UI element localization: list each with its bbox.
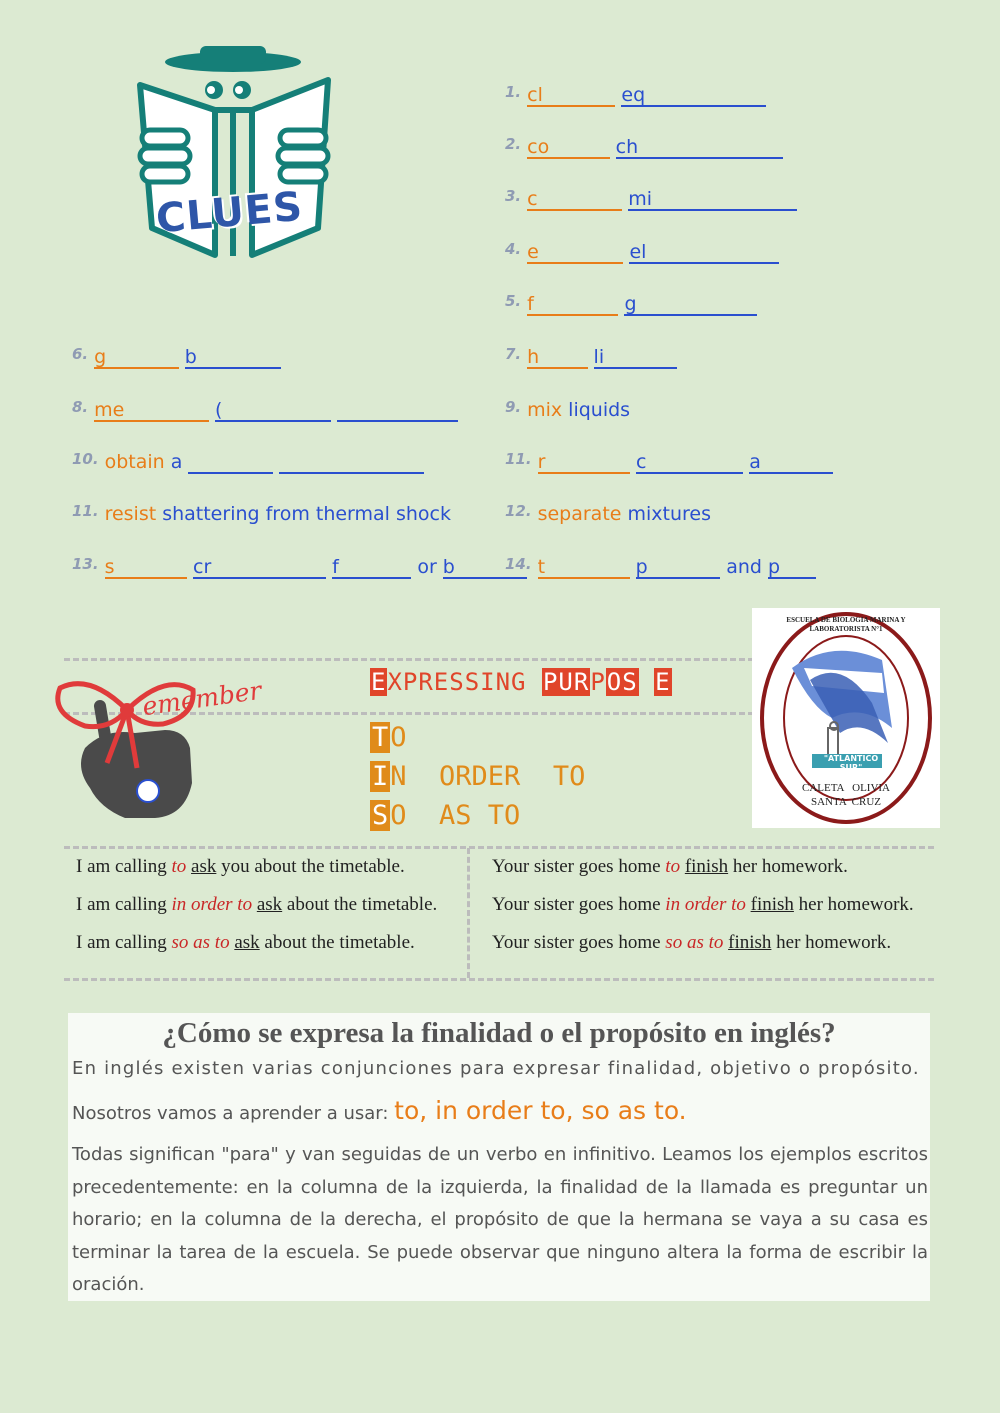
clue-blank[interactable]: b bbox=[185, 347, 282, 369]
title-fragment: E bbox=[371, 668, 387, 696]
clues-logo-text: CLUES bbox=[154, 183, 305, 243]
explanation-title: ¿Cómo se expresa la finalidad o el propósito en inglés? bbox=[162, 1017, 836, 1049]
clue-item bbox=[505, 134, 789, 160]
divider bbox=[64, 846, 934, 849]
connector-initial: I bbox=[372, 761, 389, 792]
clue-blank[interactable]: mi bbox=[628, 189, 797, 211]
example-sentence-right: Your sister goes home in order to finish her homework. bbox=[492, 894, 914, 915]
clue-blank[interactable]: cr bbox=[193, 557, 326, 579]
clue-item bbox=[505, 344, 683, 370]
clue-item bbox=[505, 501, 717, 527]
explanation-p2-text: Nosotros vamos a aprender a usar: bbox=[72, 1103, 395, 1124]
clue-blank[interactable]: h bbox=[527, 347, 587, 369]
divider bbox=[64, 978, 934, 981]
clue-number: 9. bbox=[505, 398, 522, 416]
clue-blank[interactable]: eq bbox=[621, 85, 766, 107]
explanation-box bbox=[68, 1013, 930, 1301]
example-sentence-right: Your sister goes home to finish her homework. bbox=[492, 856, 848, 877]
remember-badge bbox=[45, 668, 264, 828]
clue-blank[interactable]: s bbox=[105, 557, 187, 579]
clue-number: 12. bbox=[505, 502, 532, 520]
clue-word: mix bbox=[527, 399, 563, 421]
remember-text: emember bbox=[140, 675, 264, 722]
clue-item bbox=[72, 449, 430, 475]
clue-word: separate bbox=[537, 503, 622, 525]
title-fragment: P bbox=[590, 668, 606, 696]
clue-item bbox=[505, 291, 763, 317]
connector-rest: O bbox=[390, 722, 407, 753]
clue-number: 2. bbox=[505, 135, 522, 153]
clue-item bbox=[72, 554, 533, 580]
seal-ribbon: "ATLANTICO SUR" bbox=[823, 754, 879, 772]
clue-blank[interactable]: e bbox=[527, 242, 623, 264]
explanation-connectors: to, in order to, so as to. bbox=[394, 1096, 687, 1125]
clue-number: 10. bbox=[72, 450, 99, 468]
clue-blank[interactable]: f bbox=[527, 294, 618, 316]
title-fragment: E bbox=[655, 668, 671, 696]
clues-logo bbox=[130, 40, 340, 265]
clue-blank[interactable] bbox=[337, 400, 458, 422]
clue-blank[interactable]: g bbox=[624, 294, 757, 316]
clue-blank[interactable] bbox=[279, 452, 424, 474]
example-sentence-left: I am calling so as to ask about the timetable. bbox=[76, 932, 415, 953]
example-sentence-right: Your sister goes home so as to finish her homework. bbox=[492, 932, 892, 953]
seal-province: SANTA CRUZ bbox=[810, 796, 882, 808]
clue-item bbox=[505, 239, 785, 265]
connector-initial: T bbox=[372, 722, 389, 753]
clue-blank[interactable]: c bbox=[527, 189, 622, 211]
example-sentence-left: I am calling in order to ask about the timetable. bbox=[76, 894, 438, 915]
title-fragment: XPRESSING bbox=[387, 668, 542, 696]
clue-number: 14. bbox=[505, 555, 532, 573]
clue-number: 1. bbox=[505, 83, 522, 101]
clue-blank[interactable]: t bbox=[538, 557, 630, 579]
explanation-paragraph-1: En inglés existen varias conjunciones para expresar finalidad, objetivo o propósito. bbox=[72, 1058, 920, 1079]
clue-number: 13. bbox=[72, 555, 99, 573]
example-sentence-left: I am calling to ask you about the timetable. bbox=[76, 856, 405, 877]
school-seal bbox=[752, 608, 940, 828]
clue-number: 4. bbox=[505, 240, 522, 258]
clue-number: 5. bbox=[505, 292, 522, 310]
connector-rest: N ORDER TO bbox=[390, 761, 586, 792]
clue-blank[interactable] bbox=[188, 452, 273, 474]
clue-word: obtain bbox=[104, 451, 165, 473]
clue-blank[interactable]: b bbox=[443, 557, 528, 579]
clue-item bbox=[72, 397, 464, 423]
clue-item bbox=[505, 82, 772, 108]
clue-blank[interactable]: me bbox=[94, 400, 209, 422]
explanation-paragraph-2 bbox=[72, 1095, 928, 1131]
title-fragment: PUR bbox=[542, 668, 590, 696]
clue-blank[interactable]: g bbox=[94, 347, 179, 369]
clue-word: liquids bbox=[568, 399, 631, 421]
clue-word: and bbox=[726, 556, 762, 578]
clue-number: 11. bbox=[505, 450, 532, 468]
clue-word: or bbox=[417, 556, 437, 578]
clue-word: mixtures bbox=[627, 503, 711, 525]
title-fragment: OS bbox=[606, 668, 638, 696]
title-fragment bbox=[639, 668, 654, 696]
clue-number: 6. bbox=[72, 345, 89, 363]
clue-blank[interactable]: r bbox=[538, 452, 630, 474]
clue-blank[interactable]: cl bbox=[527, 85, 615, 107]
clue-item bbox=[505, 554, 822, 580]
clue-word: a bbox=[170, 451, 183, 473]
seal-city: CALETA OLIVIA bbox=[801, 782, 891, 794]
clue-blank[interactable]: co bbox=[527, 137, 610, 159]
clue-word: resist bbox=[104, 503, 157, 525]
connector-item bbox=[370, 722, 407, 753]
clue-item bbox=[505, 449, 839, 475]
clue-blank[interactable]: a bbox=[749, 452, 833, 474]
clue-blank[interactable]: ch bbox=[616, 137, 784, 159]
clue-item bbox=[72, 501, 457, 527]
clue-blank[interactable]: el bbox=[629, 242, 779, 264]
clue-blank[interactable]: c bbox=[636, 452, 743, 474]
connector-item bbox=[370, 800, 520, 831]
clue-blank[interactable]: ( bbox=[215, 400, 331, 422]
clue-number: 7. bbox=[505, 345, 522, 363]
connector-item bbox=[370, 761, 585, 792]
clue-blank[interactable]: li bbox=[594, 347, 677, 369]
clue-blank[interactable]: p bbox=[768, 557, 816, 579]
divider bbox=[64, 658, 754, 661]
explanation-paragraph-3: Todas significan "para" y van seguidas de un verbo en infinitivo. Leamos los ejemplos escritos precedentemente: en la columna de la izquierda, la finalidad de la llamada es preguntar un horario; en la columna de la derecha, el propósito de que la hermana se vaya a su casa es terminar la tarea de la escuela. Se puede observar que ninguno altera la forma de escribir la oración. bbox=[72, 1144, 928, 1295]
clue-number: 3. bbox=[505, 187, 522, 205]
connector-rest: O AS TO bbox=[390, 800, 521, 831]
column-divider bbox=[467, 848, 470, 978]
clue-number: 11. bbox=[72, 502, 99, 520]
connector-initial: S bbox=[372, 800, 389, 831]
expressing-purpose-title bbox=[370, 668, 672, 696]
clue-number: 8. bbox=[72, 398, 89, 416]
seal-ring-text: ESCUELA DE BIOLOGIA MARINA Y LABORATORISTA N°1 bbox=[786, 616, 906, 633]
clue-item bbox=[72, 344, 287, 370]
clue-blank[interactable]: f bbox=[332, 557, 411, 579]
clue-word: shattering from thermal shock bbox=[162, 503, 452, 525]
clue-item bbox=[505, 397, 636, 423]
clue-blank[interactable]: p bbox=[636, 557, 721, 579]
clue-item bbox=[505, 186, 803, 212]
